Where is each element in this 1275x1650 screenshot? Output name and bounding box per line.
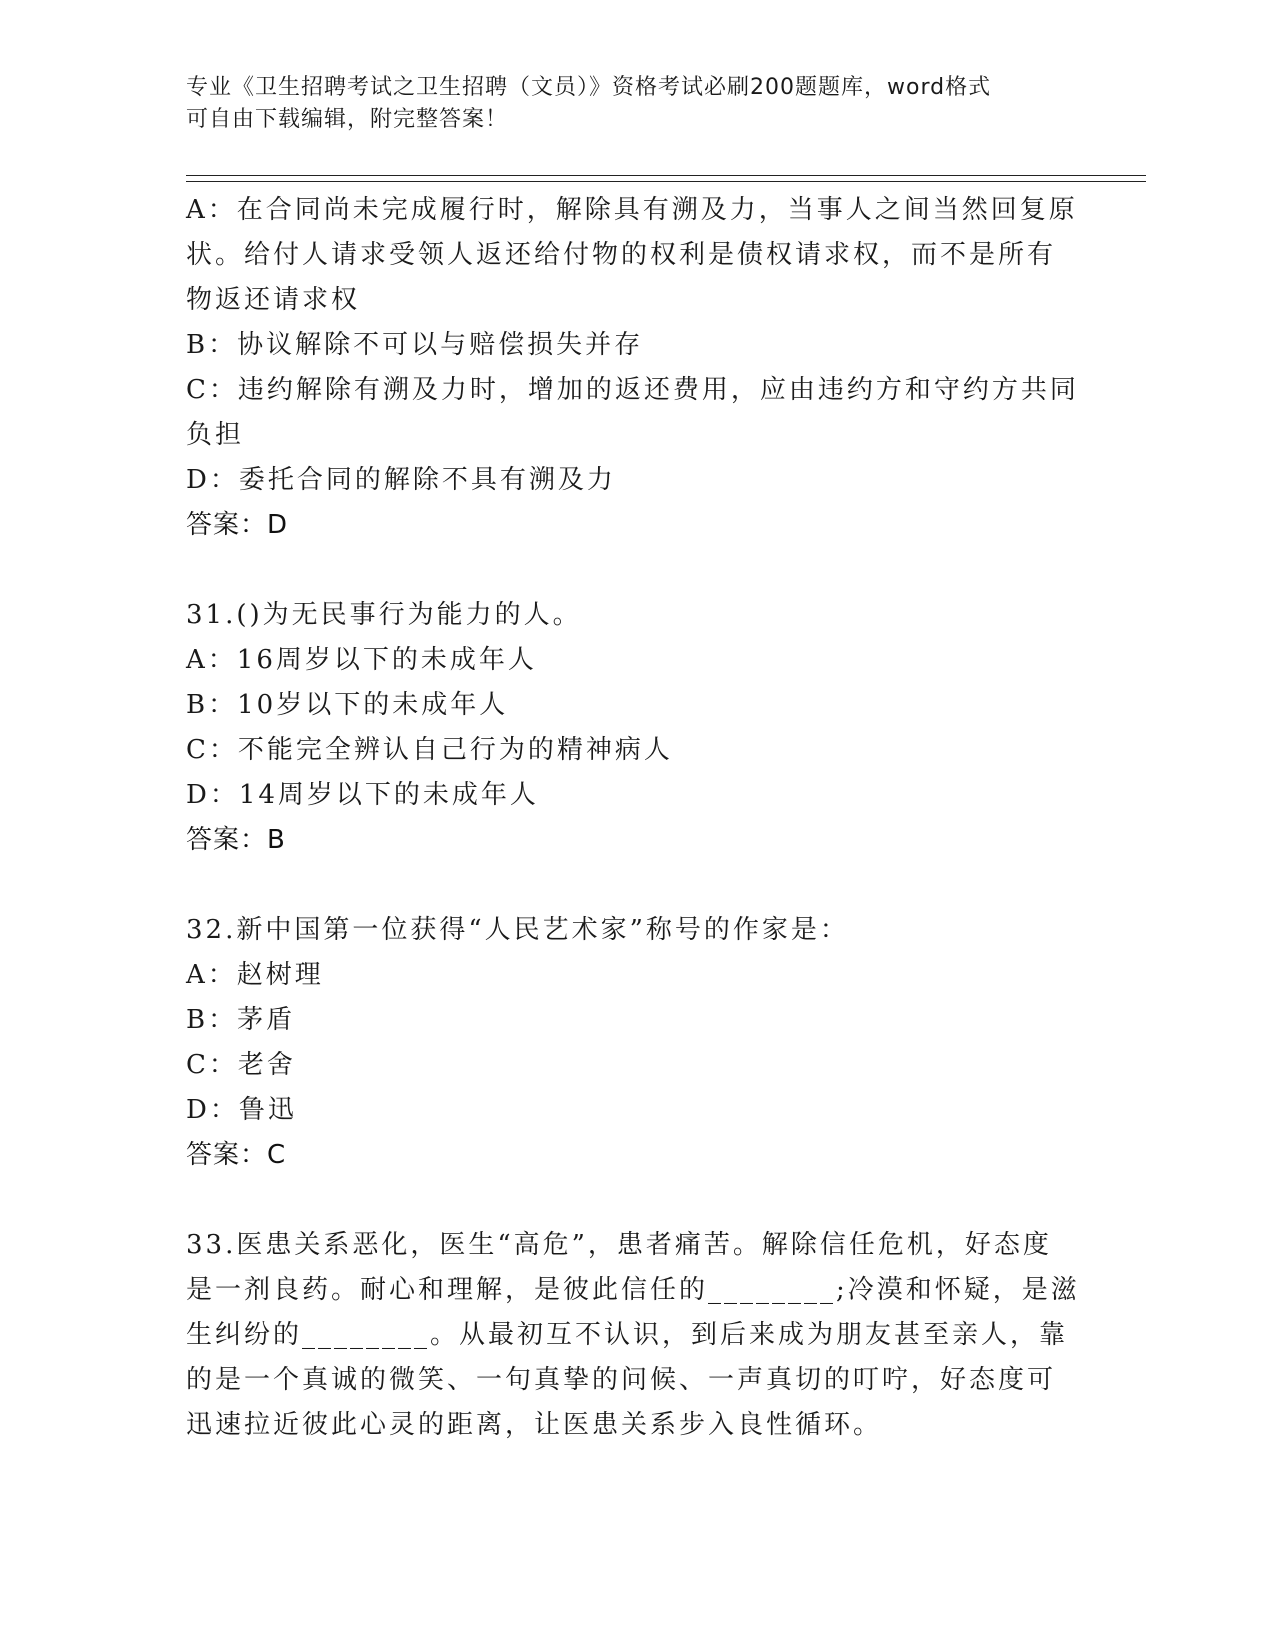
question-stem-line: 是一剂良药。耐心和理解，是彼此信任的________;冷漠和怀疑，是滋	[186, 1275, 1080, 1305]
header-title-line-2: 可自由下载编辑，附完整答案！	[186, 107, 509, 132]
question-31-block	[186, 593, 1066, 863]
header-divider-bottom	[186, 181, 1146, 182]
prev-question-block	[186, 188, 1079, 548]
option-c-line: C：违约解除有溯及力时，增加的返还费用，应由违约方和守约方共同	[186, 375, 1079, 405]
option-c-line: 负担	[186, 420, 245, 450]
header-title-line-1: 专业《卫生招聘考试之卫生招聘（文员）》资格考试必刷200题题库，word格式	[186, 75, 992, 100]
question-stem-line: 生纠纷的________。从最初互不认识，到后来成为朋友甚至亲人，靠	[186, 1320, 1069, 1350]
option-b: B：10岁以下的未成年人	[186, 690, 509, 720]
answer-label: 答案：D	[186, 510, 289, 540]
question-33-block	[186, 1223, 1080, 1448]
option-a-line: 状。给付人请求受领人返还给付物的权利是债权请求权，而不是所有	[186, 240, 1057, 270]
spacer	[186, 1178, 1066, 1223]
question-stem-line: 33.医患关系恶化，医生“高危”，患者痛苦。解除信任危机，好态度	[186, 1230, 1052, 1260]
header-divider-top	[186, 175, 1146, 176]
spacer	[186, 548, 1066, 593]
question-stem: 32.新中国第一位获得“人民艺术家”称号的作家是：	[186, 915, 849, 945]
option-a: A：16周岁以下的未成年人	[186, 645, 537, 675]
option-a-line: A：在合同尚未完成履行时，解除具有溯及力，当事人之间当然回复原	[186, 195, 1078, 225]
option-d: D：鲁迅	[186, 1095, 297, 1125]
question-32-block	[186, 908, 1066, 1178]
option-c: C：老舍	[186, 1050, 296, 1080]
option-b: B：茅盾	[186, 1005, 296, 1035]
question-stem-line: 的是一个真诚的微笑、一句真挚的问候、一声真切的叮咛，好态度可	[186, 1365, 1057, 1395]
option-d: D：14周岁以下的未成年人	[186, 780, 539, 810]
spacer	[186, 863, 1066, 908]
answer-label: 答案：C	[186, 1140, 287, 1170]
option-b: B：协议解除不可以与赔偿损失并存	[186, 330, 644, 360]
question-content	[186, 188, 1080, 1448]
question-stem-line: 迅速拉近彼此心灵的距离，让医患关系步入良性循环。	[186, 1410, 883, 1440]
option-a: A：赵树理	[186, 960, 324, 990]
option-c: C：不能完全辨认自己行为的精神病人	[186, 735, 673, 765]
answer-label: 答案：B	[186, 825, 286, 855]
option-a-line: 物返还请求权	[186, 285, 361, 315]
option-d: D：委托合同的解除不具有溯及力	[186, 465, 616, 495]
question-stem: 31.()为无民事行为能力的人。	[186, 600, 582, 630]
document-header	[186, 72, 1066, 136]
